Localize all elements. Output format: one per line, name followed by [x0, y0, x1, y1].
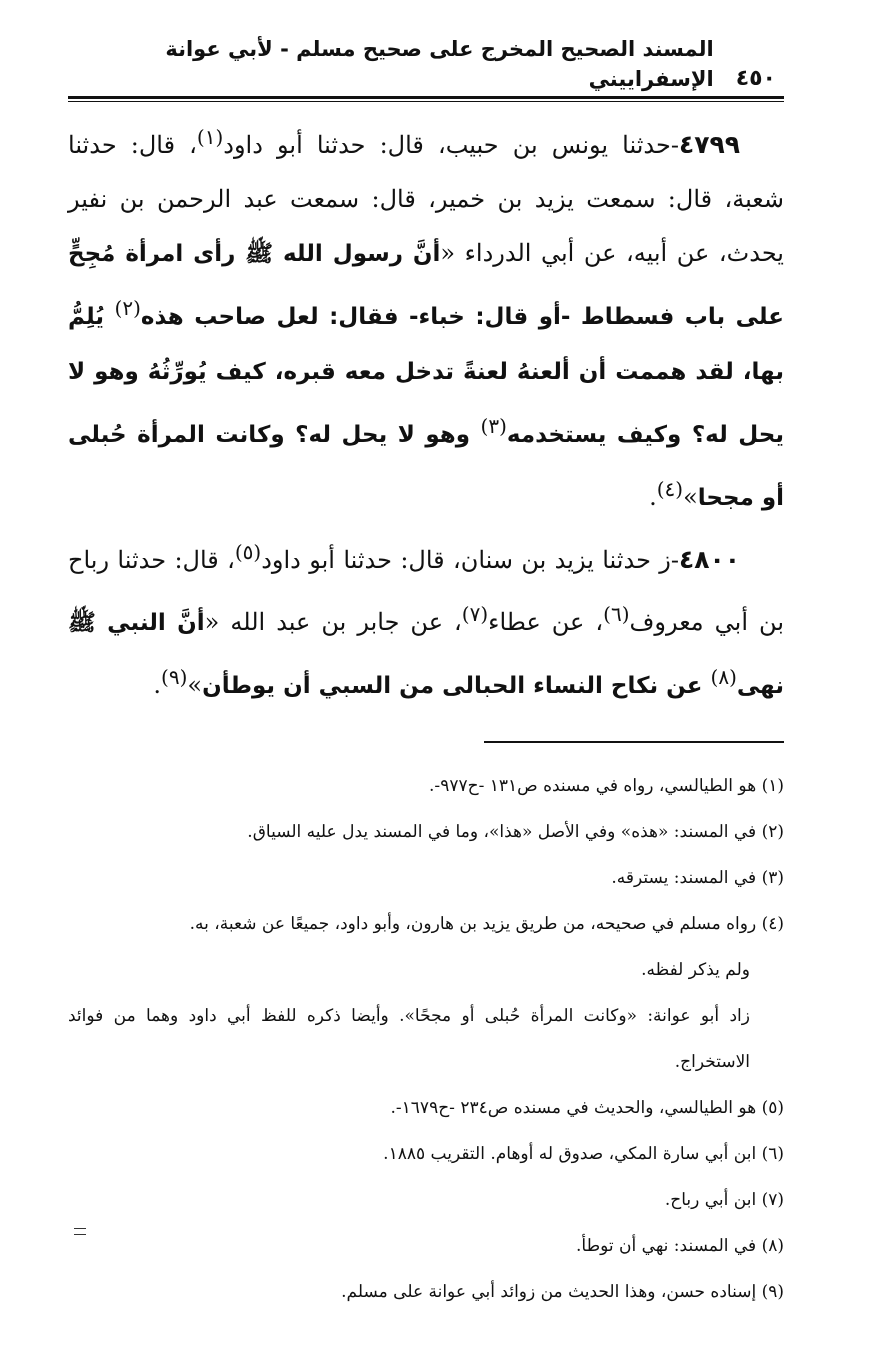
footnote-9: (٩) إسناده حسن، وهذا الحديث من زوائد أبي عوانة على مسلم. — [341, 1282, 784, 1302]
book-title: المسند الصحيح المخرج على صحيح مسلم - لأبي عوانة الإسفراييني — [165, 37, 714, 91]
book-page — [68, 37, 785, 1315]
footnote-ref: (٢) — [114, 296, 141, 320]
footnote-ref: (٣) — [480, 414, 507, 438]
footnote-8: (٨) في المسند: نهي أن توطأ. — [576, 1236, 784, 1256]
footnote-ref: (٧) — [461, 602, 489, 626]
hadith-matn: أنَّ النبي ﷺ نهى — [68, 610, 784, 699]
footnote-6: (٦) ابن أبي سارة المكي، صدوق له أوهام. التقريب ١٨٨٥. — [383, 1144, 784, 1164]
hadith-number: ٤٧٩٩ — [678, 130, 740, 159]
footnote-ref: (٩) — [161, 665, 188, 689]
footnote-1: (١) هو الطيالسي، رواه في مسنده ص١٣١ -ح٩٧٧-. — [429, 776, 784, 796]
hadith-4799: ٤٧٩٩-حدثنا يونس بن حبيب، قال: حدثنا أبو داود$^{(١)}$، قال: حدثنا شعبة، قال: سمعت يزيد بن خمير، قال: سمعت عبد الرحمن بن نفير يحدث، عن أبيه، عن أبي الدرداء «أنَّ رسول الله ﷺ رأى امرأة مُجِحٍّ على باب فسطاط -أو قال: خباء- فقال: لعل صاحب هذه$^{(٢)}$ يُلِمُّ بها، لقد هممت أن ألعنهُ لعنةً تدخل معه قبره، كيف يُورِّثُهُ وهو لا يحل له؟ وكيف يستخدمه$^{(٣)}$ وهو لا يحل له؟ وكانت المرأة حُبلى أو مجحا»$^{(٤)}$. — [68, 125, 785, 511]
hadith-number: ٤٨٠٠ — [678, 545, 741, 574]
footnote-4: (٤) رواه مسلم في صحيحه، من طريق يزيد بن هارون، وأبو داود، جميعًا عن شعبة، به. — [189, 914, 784, 934]
header-rule-thin — [68, 101, 784, 102]
footnote-ref: (٦) — [603, 602, 630, 626]
footnote-7: (٧) ابن أبي رباح. — [664, 1190, 784, 1210]
hadith-matn: أنَّ رسول الله ﷺ رأى امرأة مُجِحٍّ على باب فسطاط -أو قال: خباء- فقال: لعل صاحب هذه — [68, 241, 784, 330]
footnote-ref: (٤) — [656, 477, 684, 501]
header-rule-thick — [68, 96, 784, 99]
page-number: ٤٥٠ — [735, 66, 776, 91]
page-end-mark — [74, 1228, 86, 1235]
footnote-ref: (١) — [196, 125, 224, 149]
footnote-3: (٣) في المسند: يسترقه. — [611, 868, 784, 888]
footnotes — [68, 763, 784, 1315]
footnote-5: (٥) هو الطيالسي، والحديث في مسنده ص٢٣٤ -ح١٦٧٩-. — [390, 1098, 784, 1118]
running-header — [68, 37, 784, 94]
footnote-2: (٢) في المسند: «هذه» وفي الأصل «هذا»، وما في المسند يدل عليه السياق. — [247, 822, 784, 842]
footnote-4-note: زاد أبو عوانة: «وكانت المرأة حُبلى أو مجحًا». وأيضا ذكره للفظ أبي داود وهما من فوائد الاستخراج. — [68, 1006, 750, 1072]
footnote-ref: (٨) — [710, 665, 737, 689]
footnote-ref: (٥) — [234, 540, 262, 564]
footnote-4-continued: ولم يذكر لفظه. — [641, 960, 750, 980]
footnote-separator — [484, 741, 784, 743]
hadith-4800: ٤٨٠٠-ز حدثنا يزيد بن سنان، قال: حدثنا أبو داود$^{(٥)}$، قال: حدثنا رباح بن أبي معروف$^{(٦)}$، عن عطاء$^{(٧)}$، عن جابر بن عبد الله «أنَّ النبي ﷺ نهى$^{(٨)}$ عن نكاح النساء الحبالى من السبي أن يوطأن»$^{(٩)}$. — [68, 540, 784, 699]
main-text — [68, 110, 784, 713]
